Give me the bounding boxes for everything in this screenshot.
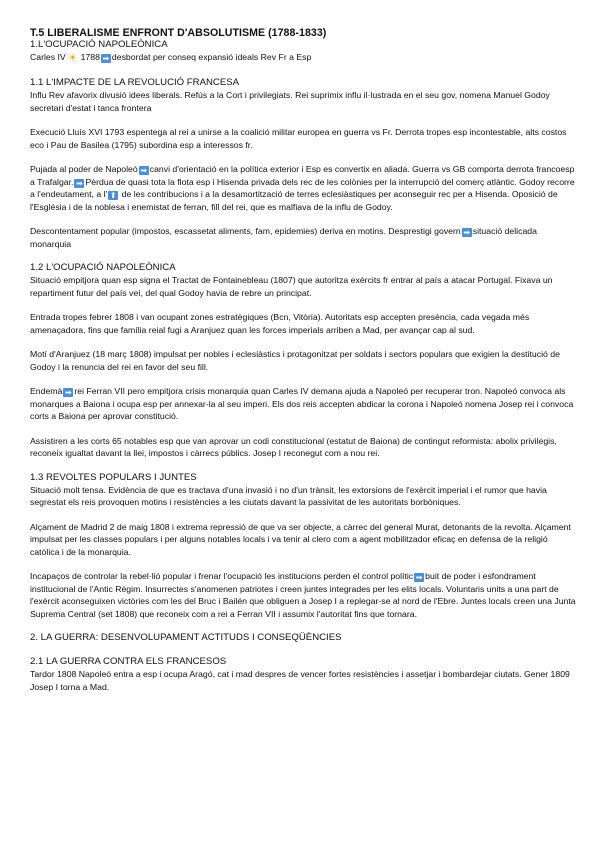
section-heading: 1.3 REVOLTES POPULARS I JUNTES [30,471,197,483]
right-arrow-icon: ➡ [415,573,423,582]
document-title: T.5 LIBERALISME ENFRONT D'ABSOLUTISME (1788-1833) [30,27,327,39]
section-heading: 1.1 L'IMPACTE DE LA REVOLUCIÓ FRANCESA [30,77,240,88]
paragraph: Motí d'Aranjuez (18 març 1808) impulsat per nobles i eclesiàstics i protagonitzat per soldats i sectors populars que exigien la destitució de Godoy i la renuncia del rei en favor del seu fill. [30,349,560,372]
paragraph: Descontentament popular (impostos, escassetat aliments, fam, epidemies) deriva en motins. Desprestigi govern ➡ situació delicada monarquia [30,226,537,249]
paragraph: Incapaços de controlar la rebel·lió popular i frenar l'ocupació les institucions perden el control polític ➡ buit de poder i esfondrament institucional de l'Antic Règim. Insurrectes s'anomenen patriotes i creen juntes integrades per les elits locals. Voluntaris units a una part de l'exèrcit aconseguixen victòries com les del Bruc i Bailén que obliguen a Josep I a replegar-se al nord de l'Ebre. Juntes locals creen una Junta Suprema Central (set 1808) que reconeix com a rei a Ferran VII i assumix l'autoritat fins que tornara. [30,571,576,619]
section-heading: 2.1 LA GUERRA CONTRA ELS FRANCESOS [30,656,227,667]
paragraph: Assistiren a les corts 65 notables esp que van aprovar un codi constitucional (estatut de Baiona) de contingut reformista: abolix privilegis, reconeix igualtat davant la llei, impostos i càrrecs públics. Josep I reconegut com a nou rei. [30,435,557,458]
paragraph: Carles IV ☀ 1788 ➡ desbordat per conseq expansió ideals Rev Fr a Esp [30,52,312,64]
right-arrow-icon: ➡ [65,388,72,397]
paragraph: Entrada tropes febrer 1808 i van ocupant zones estratègiques (Bcn, Vitòria). Autoritats esp accepten presència, cada vegada més amenaçadora, fins que família reial fugi a Aranjuez quan les forces imperials arriben a Mad, per avançar cap al sud. [30,312,530,335]
paragraph: Execució Lluís XVI 1793 espentega al rei a unirse a la coalició militar europea en guerra vs Fr. Derrota tropes esp incontestable, alts costos eco i Pau de Basilea (1795) subordina esp a interessos fr. [30,127,567,150]
section-heading: 1.L'OCUPACIÓ NAPOLEÒNICA [30,39,168,50]
section-heading: 2. LA GUERRA: DESENVOLUPAMENT ACTITUDS I CONSEQÜÈNCIES [30,632,342,643]
right-arrow-icon: ➡ [463,228,471,237]
paragraph: Endemà ➡ rei Ferran VII pero empitjora crisis monarquia quan Carles IV demana ajuda a Napoleó per recuperar tron. Napoleó convoca als monarques a Baiona i ocupa esp per annexar-la al seu imperi. Els dos reis accepten abdicar la corona i Napoleó nomena Josep rei i convoca corts a Baiona per aprovar constitució. [30,386,574,421]
paragraph: Tardor 1808 Napoleó entra a esp i ocupa Aragó, cat i mad despres de vencer fortes resistències i assetjar i bombardejar ciutats. Gener 1809 Josep I torna a Mad. [30,669,570,692]
right-arrow-icon: ➡ [140,166,148,175]
section-heading: 1.2 L'OCUPACIÓ NAPOLEÒNICA [30,262,176,273]
paragraph: Situació molt tensa. Evidència de que es tractava d'una invasió i no d'un trànsit, les extorsions de l'exèrcit imperial i el rumor que havia segrestat els reis provoquen motins i resistències a les ciutats davant la passivitat de les autoritats borbòniques. [30,484,547,507]
paragraph: Pujada al poder de Napoleó ➡ canvi d'orientació en la política exterior i Esp es convertix en aliada. Guerra vs GB comporta derrota francoesp a Trafalgar. ➡ Pèrdua de quasi tota la flota esp i Hisenda privada dels rec de les colònies per la interrupció del comerç atlàntic. Godoy recorre a l'endeutament, a l' ⬆ de les contribucions i a la desamortització de terres eclesiàstiques per aconseguir rec per a Hisenda. Oposició de l'Església i de la noblesa i enemistat de ferran, fill del rei, que es malfiava de la influ de Godoy. [30,164,575,212]
right-arrow-icon: ➡ [102,54,110,63]
paragraph: Influ Rev afavorix divusió idees liberals. Refús a la Cort i privilegiats. Rei suprimix influ il·lustrada en el seu gov, nomena Manuel Godoy secretari d'estat i tanca frontera [30,90,550,113]
up-arrow-icon: ⬆ [109,191,117,200]
sun-icon: ☀ [68,53,78,64]
paragraph: Alçament de Madrid 2 de maig 1808 i extrema repressió de que va ser objecte, a càrrec del general Murat, detonants de la revolta. Alçament impulsat per les classes populars i per alguns notables locals i va tenir al clero com a agent mobilitzador eficaç en defensa de la religió catòlica i de la monarquia. [30,521,571,557]
paragraph: Situació empitjora quan esp signa el Tractat de Fontainebleau (1807) que autoritza exèrcits fr entrar al país a atacar Portugal. Fixava un repartiment futur del país veí, del qual Godoy havia de rebre un principat. [30,275,553,298]
right-arrow-icon: ➡ [76,178,83,188]
